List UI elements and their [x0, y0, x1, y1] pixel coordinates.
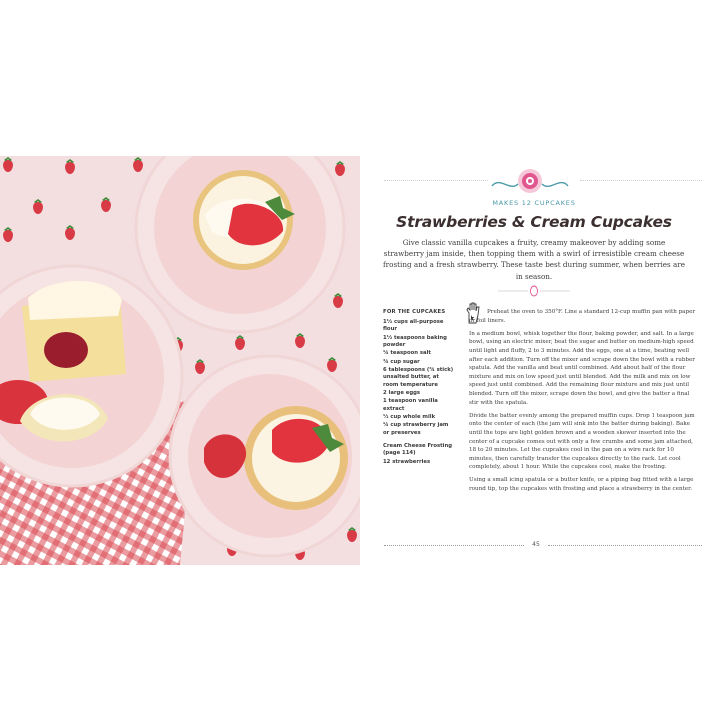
footer-rule-right: [548, 545, 702, 546]
whisk-divider-icon: [498, 284, 570, 298]
ingredient-item: 6 tablespoons (¾ stick) unsalted butter, at room temperature: [383, 367, 454, 388]
method-step: In a medium bowl, whisk together the flour, baking powder, and salt. In a large bowl, using an electric mixer, beat the sugar and butter on medium-high speed until light and fluffy, 2 to 3 minutes. Add the eggs, one at a time, beating well after each addition. Turn off the mixer and scrape down the bowl with a rubber spatula. Add the vanilla and beat until combined. Add about half of the flour mixture and mix on low speed just until blended. Add the milk and mix on low speed just until combined. Add the remaining flour mixture and mix just until blended. Turn off the mixer, scrape down the bowl, and give the batter a final stir with the spatula.: [469, 330, 695, 406]
ingredient-item: 1½ teaspoons baking powder: [383, 334, 447, 348]
page-number: 45: [532, 541, 540, 548]
ingredient-item: ¼ cup strawberry jam or preserves: [383, 422, 449, 436]
method-step: Divide the batter evenly among the prepared muffin cups. Drop 1 teaspoon jam onto the center of each (the jam will sink into the batter during baking). Bake until the tops are light golden brown and a wooden skewer inserted into the center of a cupcake comes out with only a few crumbs and some jam attached, 18 to 20 minutes. Let the cupcakes cool in the pan on a wire rack for 10 minutes, then carefully transfer the cupcakes directly to the rack. Let cool completely, about 1 hour. While the cupcakes cool, make the frosting.: [469, 412, 695, 471]
method-step: Preheat the oven to 350°F. Line a standard 12-cup muffin pan with paper or foil liners.: [469, 309, 696, 324]
top-dotted-rule-right: [580, 180, 702, 181]
recipe-intro: Give classic vanilla cupcakes a fruity, creamy makeover by adding some strawberry jam inside, then topping them with a swirl of irresistible cream cheese frosting and a fresh strawberry. These taste best during summer, when berries are in season.: [383, 238, 685, 281]
ingredient-item: ½ cup whole milk: [383, 413, 436, 420]
recipe-page: [368, 156, 720, 565]
method-steps: [469, 308, 699, 498]
ingredient-item: 12 strawberries: [383, 458, 431, 465]
ingredient-item: ¾ cup sugar: [383, 358, 420, 365]
bottom-plate: [170, 356, 360, 556]
flower-swirl-ornament-icon: [488, 166, 572, 196]
yield-label: MAKES 12 CUPCAKES: [492, 199, 576, 207]
ingredient-item: 2 large eggs: [383, 389, 421, 396]
ingredient-item: Cream Cheese Frosting (page 114): [383, 442, 453, 457]
recipe-title: Strawberries & Cream Cupcakes: [396, 213, 672, 231]
cupcake-photo: [0, 156, 360, 565]
ingredient-item: 1½ cups all-purpose flour: [383, 319, 444, 333]
top-dotted-rule-left: [384, 180, 488, 181]
ingredients-heading: FOR THE CUPCAKES: [383, 309, 446, 315]
method-step: Using a small icing spatula or a butter knife, or a piping bag fitted with a large round tip, top the cupcakes with frosting and place a strawberry in the center.: [469, 477, 694, 493]
ingredient-item: ¼ teaspoon salt: [383, 350, 431, 357]
ingredient-list: [383, 309, 455, 467]
cupcake-illustration: [0, 156, 360, 565]
footer-rule-left: [384, 545, 524, 546]
ingredient-item: 1 teaspoon vanilla extract: [383, 398, 438, 412]
